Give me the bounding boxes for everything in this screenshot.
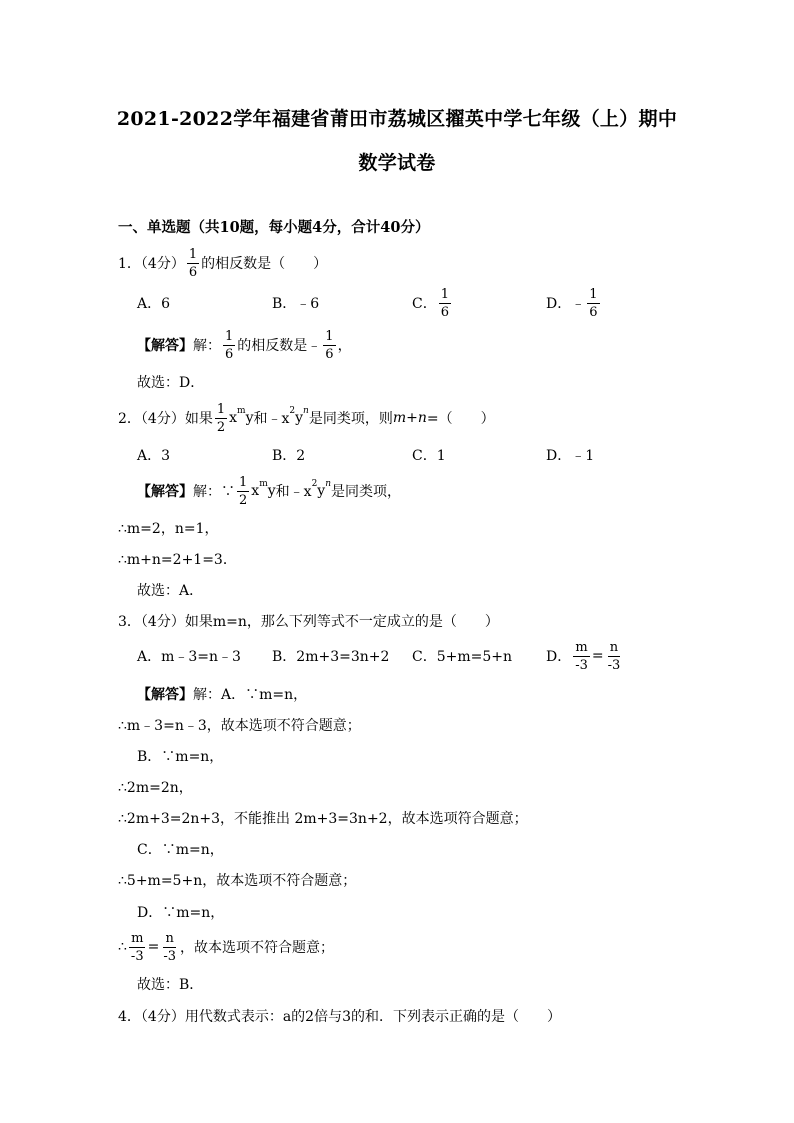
q2-answer-prefix: 解：∵ [193,484,235,500]
q1-answer-f2-num: 1 [325,328,334,344]
q1-answer [137,330,352,360]
q1-answer-f1-num: 1 [225,328,234,344]
q3-answer-line-7: ∴5+m=5+n，故本选项不符合题意； [118,873,357,889]
q2-answer-term-base: x [251,483,260,499]
q1-answer-f2-den: 6 [325,346,334,362]
q1-option-c-den: 6 [440,304,449,320]
q1-option-d-fraction [587,288,599,319]
q2-answer-y-exp: n [325,479,332,489]
q2-y-exp: n [303,406,309,416]
q2-m: m [392,410,407,426]
q1-suffix: 的相反数是（ ） [201,256,328,272]
q3-last-den-2: -3 [163,948,176,964]
q2-option-d: D．﹣1 [546,448,595,464]
q3-answer-line-6: C．∵m=n， [137,842,224,858]
q3-last-num-2: n [165,930,174,946]
q1-frac-num: 1 [188,246,198,262]
q2-plus: + [406,410,418,426]
q3-option-d-den-2: -3 [607,657,621,673]
q1-answer-fraction-1 [223,330,235,361]
q2-step-1: ∴m=2，n=1， [118,521,219,537]
q1-option-a: A．6 [137,296,171,312]
question-1-stem [118,248,327,278]
q2-frac-num: 1 [216,401,226,417]
q3-last-num-1: m [131,930,144,946]
q2-end: =（ ） [426,411,495,427]
q1-option-c [412,288,453,318]
q1-prefix: 1．（4分） [118,256,185,272]
exam-title-line1: 2021-2022学年福建省莆田市荔城区擢英中学七年级（上）期中 [116,108,678,130]
q3-option-d-num-2: n [609,639,619,655]
q2-answer-x-exp: 2 [311,479,318,489]
q2-prefix: 2．（4分）如果 [118,411,213,427]
question-3-stem: 3．（4分）如果m=n，那么下列等式不一定成立的是（ ） [118,614,499,630]
q2-term1-tail: y [245,410,254,426]
q3-option-a: A．m﹣3=n﹣3 [137,649,241,665]
q2-answer-term-exp: m [259,479,268,489]
q3-option-d [546,641,624,671]
q3-choice: 故选：B． [137,977,204,993]
q3-answer-line-2: ∴m﹣3=n﹣3，故本选项不符合题意； [118,718,361,734]
q1-answer-f1-den: 6 [225,346,234,362]
q2-frac-den: 2 [216,419,226,435]
q2-y-base: y [295,410,304,426]
q3-last-fraction-1 [129,932,146,963]
q1-option-d-den: 6 [589,304,598,320]
q1-answer-end: ， [337,338,352,354]
q2-answer-frac-num: 1 [239,474,248,490]
q1-answer-prefix: 解： [193,338,221,354]
q3-answer-line-3: B．∵m=n， [137,749,224,765]
q1-option-c-fraction [439,288,451,319]
q1-option-b: B．﹣6 [272,296,320,312]
q1-choice: 故选：D． [137,375,205,391]
q2-answer-fraction [237,476,249,507]
q3-answer-line-8: D．∵m=n， [137,905,225,921]
exam-title-line2: 数学试卷 [358,152,436,174]
q3-last-eq: = [147,939,160,955]
q3-answer-text-1: 解：A．∵m=n， [193,687,308,703]
q3-answer-line-1 [137,682,307,706]
q2-n: n [417,410,427,426]
q2-choice: 故选：A． [137,583,204,599]
q3-last-fraction-2 [161,932,178,963]
q1-option-c-label: C． [412,296,437,312]
q1-frac-den: 6 [188,264,198,280]
q3-answer-line-4: ∴2m=2n， [118,780,193,796]
q2-mid: 和﹣x [253,411,290,427]
q2-step-2: ∴m+n=2+1=3． [118,552,237,568]
q2-fraction [215,403,227,434]
q3-option-c: C．5+m=5+n [412,649,513,665]
q2-answer-end: 是同类项， [331,484,402,500]
q2-answer-frac-den: 2 [239,492,248,508]
q1-answer-tag: 【解答】 [137,338,193,354]
q1-option-d [546,288,602,318]
q3-option-b: B．2m+3=3n+2 [272,649,390,665]
q1-option-c-num: 1 [440,286,449,302]
q3-option-d-fraction-2 [606,641,623,672]
q2-suffix: 是同类项，则 [308,411,393,427]
q1-option-d-label: D．﹣ [546,296,586,312]
q3-option-d-fraction-1 [573,641,590,672]
q3-answer-line-9 [118,930,334,964]
q3-last-prefix: ∴ [118,939,127,955]
q1-option-d-num: 1 [589,286,598,302]
q3-last-end: ，故本选项不符合题意； [180,940,334,956]
q2-answer-tag: 【解答】 [137,484,193,500]
q3-answer-tag: 【解答】 [137,687,193,703]
q2-option-a: A．3 [137,448,171,464]
q3-answer-line-5: ∴2m+3=2n+3，不能推出 2m+3=3n+2，故本选项符合题意； [118,811,528,827]
q2-option-b: B．2 [272,448,306,464]
q3-option-d-num-1: m [575,639,588,655]
q2-answer-y-base: y [317,483,326,499]
q2-term1-base: x [229,410,238,426]
q3-option-d-eq: = [591,648,604,664]
section-heading: 一、单选题（共10题，每小题4分，合计40分） [118,218,430,236]
q2-term1-exp: m [237,406,246,416]
q3-last-den-1: -3 [130,948,144,964]
q1-answer-fraction-2 [323,330,335,361]
q3-option-d-den-1: -3 [575,657,588,673]
q2-answer-term-tail: y [267,483,276,499]
q3-option-d-label: D． [546,649,572,665]
q2-option-c: C．1 [412,448,446,464]
q1-answer-mid: 的相反数是﹣ [237,338,322,354]
q2-x-exp: 2 [289,406,296,416]
question-2-stem [118,403,495,433]
q1-fraction [187,248,199,279]
q2-answer-mid: 和﹣x [275,484,312,500]
question-4-stem: 4．（4分）用代数式表示：a的2倍与3的和．下列表示正确的是（ ） [118,1009,561,1025]
q2-answer [137,476,401,506]
